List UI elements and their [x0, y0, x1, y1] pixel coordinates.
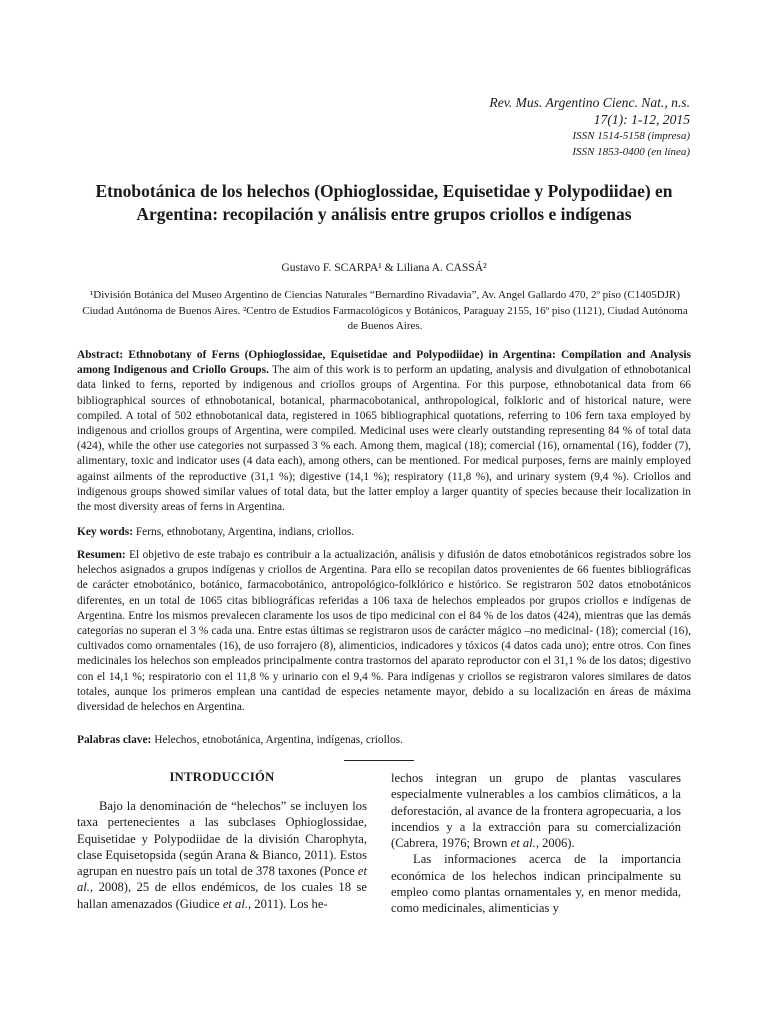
intro-text-a: Bajo la denominación de “helechos” se incluyen los taxa pertenecientes a las subclases Ophioglossidae, Equisetidae y Polypodiidae de la división Charophyta, clase Equisetopsida (según Arana & Bianco, 2011). Estos agrupan en nuestro país un total de 378 taxones (Ponce	[77, 799, 367, 879]
article-title: Etnobotánica de los helechos (Ophioglossidae, Equisetidae y Polypodiidae) en Argentina: recopilación y análisis entre grupos criollos e indígenas	[95, 181, 673, 224]
issn-block	[572, 128, 690, 160]
section-divider	[344, 760, 414, 761]
intro-etal-a: et al.	[77, 864, 367, 895]
issn-print: ISSN 1514-5158 (impresa)	[572, 130, 690, 142]
palabras-clave-label: Palabras clave:	[77, 734, 152, 746]
intro-paragraph-1	[77, 798, 367, 912]
intro-right-column	[391, 770, 681, 917]
authors: Gustavo F. SCARPA¹ & Liliana A. CASSÁ²	[281, 261, 487, 274]
intro-text-d: lechos integran un grupo de plantas vasculares especialmente vulnerables a los cambios climáticos, a la deforestación, al avance de la frontera agropecuaria, a los incendios y a la extracción para su comercialización (Cabrera, 1976; Brown	[391, 771, 681, 851]
intro-etal-c: et al.	[510, 836, 536, 851]
keywords	[77, 525, 691, 540]
keywords-text: Ferns, ethnobotany, Argentina, indians, criollos.	[133, 526, 355, 538]
intro-text-b: , 2008), 25 de ellos endémicos, de los cuales 18 se hallan amenazados (Giudice	[77, 880, 367, 911]
intro-heading: INTRODUCCIÓN	[169, 770, 275, 784]
affiliations: ¹División Botánica del Museo Argentino de Ciencias Naturales “Bernardino Rivadavia”, Av. Angel Gallardo 470, 2º piso (C1405DJR) Ciudad Autónoma de Buenos Aires. ²Centro de Estudios Farmacológicos y Botánicos, Paraguay 2155, 16º piso (1121), Ciudad Autónoma de Buenos Aires.	[82, 289, 688, 332]
abstract	[77, 348, 691, 515]
resumen-label: Resumen:	[77, 549, 126, 561]
issn-online: ISSN 1853-0400 (en línea)	[572, 146, 690, 158]
journal-citation	[489, 94, 690, 128]
abstract-text: The aim of this work is to perform an updating, analysis and divulgation of ethnobotanical data linked to ferns, reported by indigenous and criollos groups of Argentina. For this purpose, ethnobotanical data from 66 bibliographical sources of ethnobotanical, botanical, pharmacobotanical, anthropological, folkloric and of historical nature, were compiled. A total of 502 ethnobotanical data, registered in 1065 bibliographical quotations, referring to 106 fern taxa employed by indigenous and criollos groups of Argentina, were compiled. Medicinal uses were clearly outstanding representing 84 % of total data (424), while the other use categories not surpassed 3 % each. Among them, magical (18); comercial (16), ornamental (16), fodder (7), alimentary, toxic and indicator uses (4 data each), among others, can be mentioned. For medical purposes, ferns are mainly employed against ailments of the reproductive (31,1 %); digestive (14,1 %); respiratory (11,8 %), and urinary system (9,4 %). Criollos and indigenous groups showed similar values of total data, but the latter employ a larger quantity of species because their localization in the most diversity areas of ferns in Argentina.	[77, 364, 691, 514]
resumen	[77, 548, 691, 715]
journal-name: Rev. Mus. Argentino Cienc. Nat., n.s.	[489, 95, 690, 110]
journal-volume: 17(1): 1-12, 2015	[593, 112, 690, 127]
intro-paragraph-2: Las informaciones acerca de la importancia económica de los helechos indican principalmente su empleo como plantas ornamentales y, en menor medida, como medicinales, alimenticias y	[391, 852, 681, 916]
keywords-label: Key words:	[77, 526, 133, 538]
abstract-heading: Abstract: Ethnobotany of Ferns (Ophioglossidae, Equisetidae and Polypodiidae) in Argentina: Compilation and Analysis among Indigenous and Criollo Groups.	[77, 349, 691, 377]
intro-etal-b: et al.	[222, 896, 248, 911]
intro-paragraph-1-cont	[391, 770, 681, 851]
intro-text-c: , 2011). Los he-	[248, 896, 328, 911]
resumen-text: El objetivo de este trabajo es contribuir a la actualización, análisis y difusión de datos etnobotánicos registrados sobre los helechos asignados a grupos indígenas y criollos de Argentina. Para ello se recopilan datos provenientes de 66 fuentes bibliográficas de carácter etnobotánico, botánico, farmacobotánico, antropológico-folklórico e histórico. Se registraron 502 datos etnobotánicos diferentes, en un total de 1065 citas bibliográficas referidas a 106 taxa de helechos empleados por grupos criollos e indígenas de Argentina. Entre los mismos prevalecen claramente los usos de tipo medicinal con el 84 % de los datos (424), mientras que las demás categorías no superan el 3 % cada una. Entre estas últimas se registraron usos de carácter mágico –no medicinal- (18); comercial (16), cultivados como ornamentales (16), de uso forrajero (8), alimenticios, indicadores y tóxicos (4 datos cada uno); entre otros. Con fines medicinales los helechos son empleados principalmente contra trastornos del aparato reproductor con el 31,1 % de los datos; digestivo con el 14,1 %; respiratorio con el 11,8 % y urinario con el 9,4 %. Para indígenas y criollos se registraron valores similares de datos totales, aunque los primeros emplean una cantidad de especies netamente mayor, debido a su localización en áreas de máxima diversidad de helechos en Argentina.	[77, 549, 691, 714]
intro-text-e: , 2006).	[535, 836, 575, 851]
palabras-clave	[77, 733, 691, 748]
intro-left-column	[77, 798, 367, 912]
palabras-clave-text: Helechos, etnobotánica, Argentina, indígenas, criollos.	[151, 734, 403, 746]
